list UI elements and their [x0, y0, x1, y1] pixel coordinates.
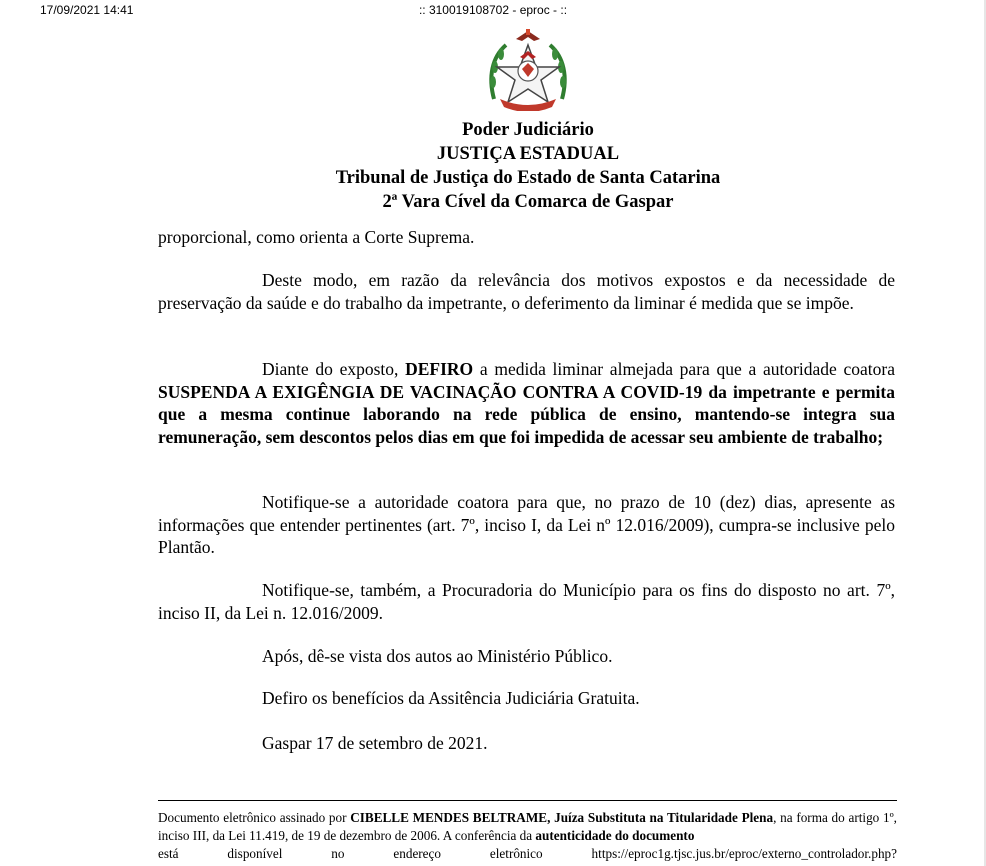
letterhead-line-4: 2ª Vara Cível da Comarca de Gaspar: [382, 192, 674, 212]
coat-of-arms-icon: [486, 27, 570, 111]
print-page-title: :: 310019108702 - eproc - ::: [418, 3, 568, 17]
print-datetime: 17/09/2021 14:41: [40, 3, 134, 17]
paragraph-date: Gaspar 17 de setembro de 2021.: [262, 733, 488, 753]
print-header: [0, 3, 986, 19]
signer-name: CIBELLE MENDES BELTRAME, Juíza Substituta na Titularidade Plena: [350, 810, 774, 825]
paragraph-0: proporcional, como orienta a Corte Suprema.: [158, 227, 475, 247]
paragraph-decision: [158, 358, 895, 448]
paragraph-6: Defiro os benefícios da Assitência Judiciária Gratuita.: [262, 688, 640, 708]
letterhead-line-3: Tribunal de Justiça do Estado de Santa Catarina: [335, 168, 721, 188]
paragraph-1: Deste modo, em razão da relevância dos motivos expostos e da necessidade de preservação da saúde e do trabalho da impetrante, o deferimento da liminar é medida que se impõe.: [158, 270, 895, 313]
decision-defiro: DEFIRO: [405, 359, 474, 379]
paragraph-5: Após, dê-se vista dos autos ao Ministério Público.: [262, 646, 613, 666]
verification-url-line[interactable]: está disponível no endereço eletrônico https://eproc1g.tjsc.jus.br/eproc/externo_controlador.php?: [158, 846, 897, 861]
decision-text-c: a medida liminar almejada para que a autoridade coatora: [473, 359, 895, 379]
letterhead-line-2: JUSTIÇA ESTADUAL: [436, 144, 620, 164]
authenticity-label: autenticidade do documento: [535, 828, 695, 843]
decision-text-a: Diante do exposto,: [262, 359, 406, 379]
signature-footer: Documento eletrônico assinado por CIBELLE MENDES BELTRAME, Juíza Substituta na Titularidade Plena, na forma do artigo 1º, inciso III, da Lei 11.419, de 19 de dezembro de 2006. A conferência da autenticidade do documento está disponível no endereço eletrônico https://eproc1g.tjsc.jus.br/eproc/externo_controlador.php?: [158, 800, 897, 863]
court-letterhead: [0, 118, 986, 214]
paragraph-4: Notifique-se, também, a Procuradoria do Município para os fins do disposto no art. 7º, inciso II, da Lei n. 12.016/2009.: [158, 580, 895, 623]
decision-order: SUSPENDA A EXIGÊNGIA DE VACINAÇÃO CONTRA A COVID-19 da impetrante e permita que a mesma continue laborando na rede pública de ensino, mantendo-se integra sua remuneração, sem descontos pelos dias em que foi impedida de acessar seu ambiente de trabalho;: [158, 381, 895, 447]
letterhead-line-1: Poder Judiciário: [462, 120, 594, 140]
paragraph-3: Notifique-se a autoridade coatora para que, no prazo de 10 (dez) dias, apresente as informações que entender pertinentes (art. 7º, inciso I, da Lei nº 12.016/2009), cumpra-se inclusive pelo Plantão.: [158, 492, 895, 557]
